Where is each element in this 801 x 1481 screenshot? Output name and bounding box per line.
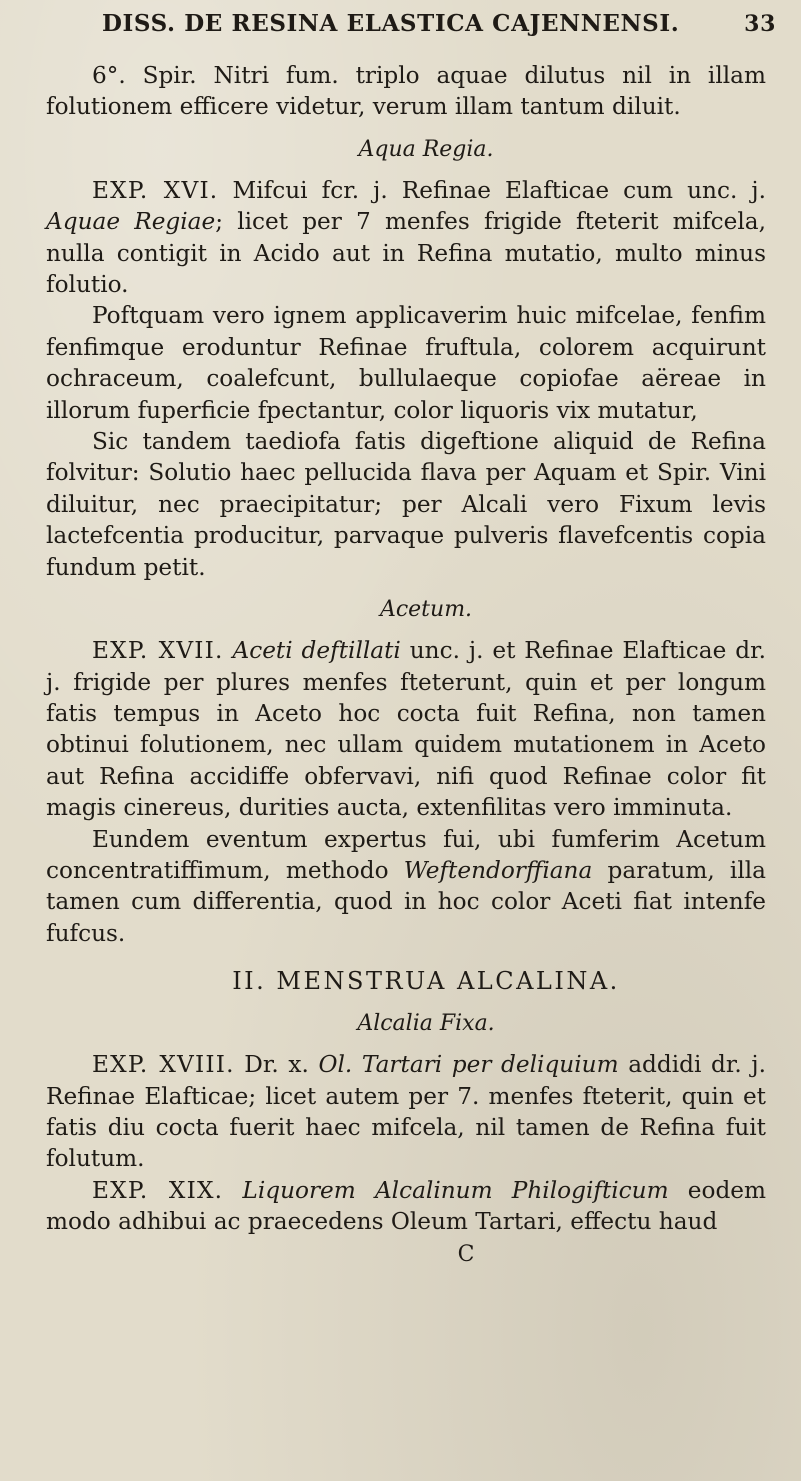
paragraph-italic: Weftendorffiana xyxy=(403,856,593,884)
experiment-16 xyxy=(46,175,766,301)
sub-heading-alcalia-fixa: Alcalia Fixa. xyxy=(357,1011,495,1037)
experiment-italic: Liquorem Alcalinum Philogifticum xyxy=(242,1176,669,1204)
sub-heading-aqua-regia: Aqua Regia. xyxy=(358,136,494,162)
experiment-17 xyxy=(46,635,766,823)
paragraph-text: Spir. Nitri fum. triplo aquae dilutus nil in illam folutionem efficere videtur, verum illam tantum diluit. xyxy=(46,62,766,121)
experiment-18 xyxy=(46,1049,766,1175)
paragraph-text: Eundem eventum expertus fui, ubi fumferim Acetum concentratiffimum, methodo xyxy=(46,825,766,884)
experiment-italic: Aceti deftillati xyxy=(232,637,401,665)
running-head-title: DISS. DE RESINA ELASTICA CAJENNENSI. xyxy=(102,10,680,37)
experiment-italic: Ol. Tartari per deliquium xyxy=(318,1051,619,1079)
page-text-block xyxy=(46,10,776,1270)
experiment-19 xyxy=(46,1175,766,1238)
paragraph-eundem xyxy=(46,824,766,950)
running-head xyxy=(46,10,776,60)
experiment-text: unc. j. et Refinae Elafticae dr. j. frigide per plures menfes fteterunt, quin et per longum fatis tempus in Aceto hoc cocta fuit Refina, non tamen obtinui folutionem, nec ullam quidem mutationem in Aceto aut Refina accidiffe obfervavi, nifi quod Refinae color fit magis cinereus, durities aucta, extenfilitas vero imminuta. xyxy=(46,637,766,822)
experiment-text: Mifcui fcr. j. Refinae Elafticae cum unc. j. xyxy=(232,176,766,204)
page-number: 33 xyxy=(744,11,776,37)
paragraph-text: paratum, illa tamen cum differentia, quod in hoc color Aceti fiat intenfe fufcus. xyxy=(46,856,766,947)
experiment-text: ; licet per 7 menfes frigide fteterit mifcela, nulla contigit in Acido aut in Refina mutatio, multo minus folutio. xyxy=(46,208,766,299)
experiment-label: EXP. XVIII. xyxy=(92,1051,235,1079)
paragraph-label: 6°. xyxy=(92,62,126,89)
experiment-italic: Aquae Regiae xyxy=(46,208,216,236)
experiment-label: EXP. XVII. xyxy=(92,637,224,665)
sub-heading-acetum: Acetum. xyxy=(379,597,473,623)
paragraph-sic: Sic tandem taediofa fatis digeftione aliquid de Refina folvitur: Solutio haec pellucida flava per Aquam et Spir. Vini diluitur, nec praecipitatur; per Alcali vero Fixum levis lactefcentia producitur, parvaque pulveris flavefcentis copia fundum petit. xyxy=(46,428,766,581)
paragraph-6 xyxy=(46,60,766,123)
experiment-text: Dr. x. xyxy=(244,1051,309,1079)
experiment-label: EXP. XIX. xyxy=(92,1176,224,1204)
catchword: C xyxy=(457,1241,475,1267)
paragraph-postquam: Poftquam vero ignem applicaverim huic mifcelae, fenfim fenfimque eroduntur Refinae fruftula, colorem acquirunt ochraceum, coalefcunt, bullulaeque copiofae aëreae in illorum fuperficie fpectantur, color liquoris vix mutatur, xyxy=(46,302,766,424)
experiment-text: eodem modo adhibui ac praecedens Oleum Tartari, effectu haud xyxy=(46,1176,767,1236)
experiment-label: EXP. XVI. xyxy=(92,176,219,204)
experiment-text: addidi dr. j. Refinae Elafticae; licet autem per 7. menfes fteterit, quin et fatis diu cocta fuerit haec mifcela, nil tamen de Refina fuit folutum. xyxy=(46,1051,766,1173)
section-heading: II. MENSTRUA ALCALINA. xyxy=(232,967,620,996)
